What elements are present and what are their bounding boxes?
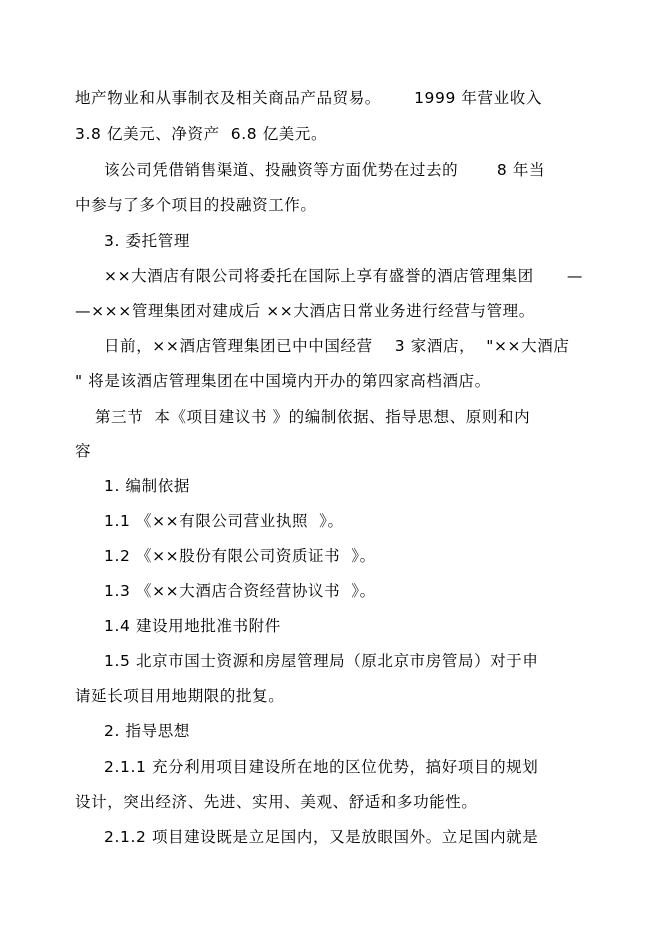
section-heading: 2. 指导思想: [104, 722, 190, 740]
text-line: 日前，××酒店管理集团已中中国经营 3 家酒店， "××大酒店: [104, 337, 570, 355]
text-line: 2.1.1 充分利用项目建设所在地的区位优势，搞好项目的规划: [104, 758, 539, 776]
text-line: 3.8 亿美元、净资产 6.8 亿美元。: [75, 125, 328, 143]
chapter-heading: 第三节 本《项目建议书 》的编制依据、指导思想、原则和内: [95, 408, 531, 426]
text-line: 请延长项目用地期限的批复。: [75, 687, 285, 705]
list-item: 1.3 《××大酒店合资经营协议书 》。: [104, 582, 376, 600]
text-line: 中参与了多个项目的投融资工作。: [75, 196, 317, 214]
text-line: 地产物业和从事制衣及相关商品产品贸易。 1999 年营业收入: [75, 89, 542, 107]
section-heading: 1. 编制依据: [104, 477, 190, 495]
list-item: 1.1 《××有限公司营业执照 》。: [104, 512, 344, 530]
text-line: 设计，突出经济、先进、实用、美观、舒适和多功能性。: [75, 793, 478, 811]
list-item: 1.4 建设用地批准书附件: [104, 617, 281, 635]
list-item: 1.2 《××股份有限公司资质证书 》。: [104, 547, 376, 565]
chapter-heading-cont: 容: [75, 442, 92, 460]
text-line: 该公司凭借销售渠道、投融资等方面优势在过去的 8 年当: [104, 161, 546, 179]
section-heading: 3. 委托管理: [104, 232, 190, 250]
text-line: " 将是该酒店管理集团在中国境内开办的第四家高档酒店。: [75, 372, 491, 390]
list-item: 1.5 北京市国士资源和房屋管理局（原北京市房管局）对于申: [104, 652, 539, 670]
text-line: —×××管理集团对建成后 ××大酒店日常业务进行经营与管理。: [75, 302, 535, 320]
text-line: 2.1.2 项目建设既是立足国内，又是放眼国外。立足国内就是: [104, 828, 539, 846]
text-line: ××大酒店有限公司将委托在国际上享有盛誉的酒店管理集团 —: [104, 267, 583, 285]
